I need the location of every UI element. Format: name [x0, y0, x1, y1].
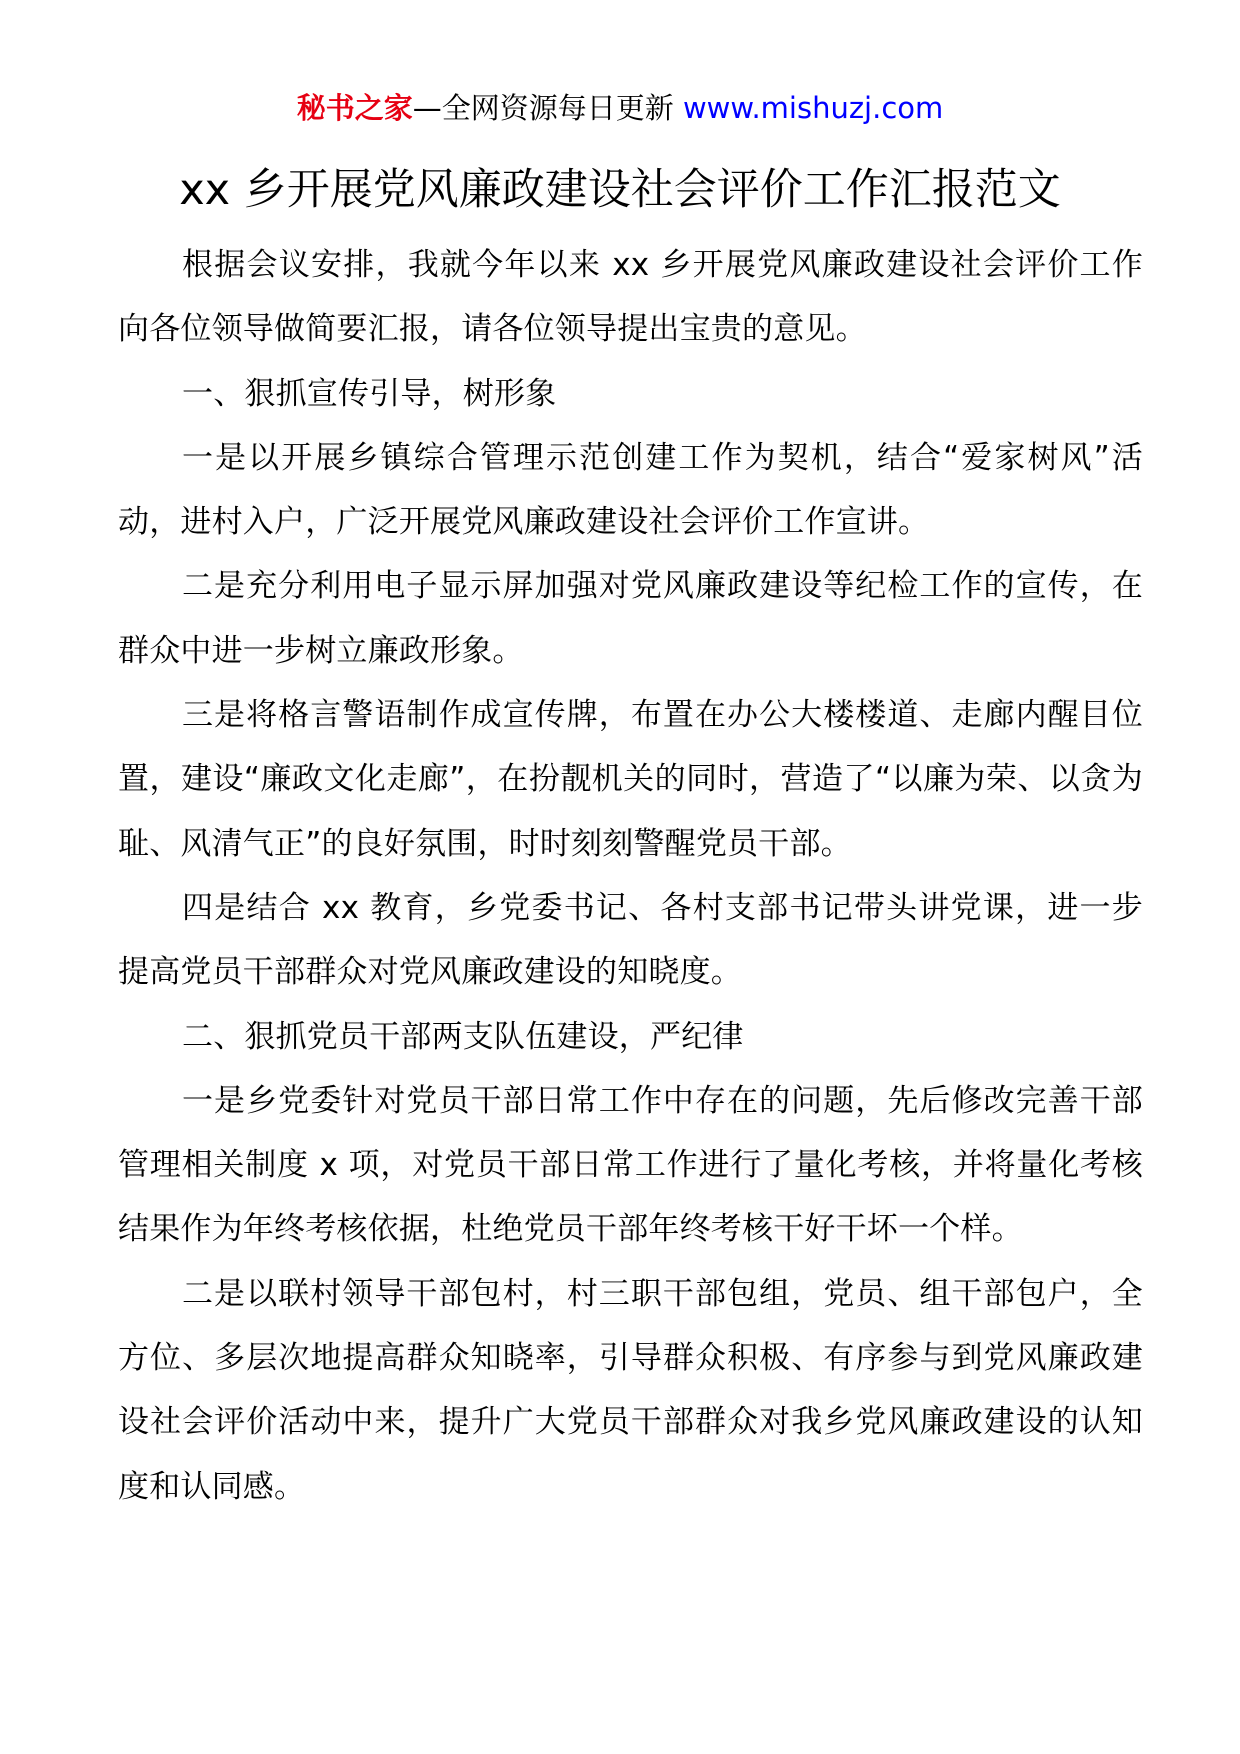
document-title: xx 乡开展党风廉政建设社会评价工作汇报范文 — [179, 165, 1061, 215]
paragraph: 四是结合 xx 教育，乡党委书记、各村支部书记带头讲党课，进一步提高党员干部群众对党风廉政建设的知晓度。 — [118, 889, 1143, 991]
section-heading-2: 二、狠抓党员干部两支队伍建设，严纪律 — [182, 1018, 744, 1055]
paragraph-intro: 根据会议安排，我就今年以来 xx 乡开展党风廉政建设社会评价工作向各位领导做简要汇报，请各位领导提出宝贵的意见。 — [118, 247, 1143, 348]
document-body — [118, 233, 1143, 1519]
site-url-link[interactable]: www.mishuzj.com — [682, 91, 944, 125]
site-brand: 秘书之家 — [296, 91, 413, 125]
site-header — [0, 88, 1240, 128]
paragraph: 一是乡党委针对党员干部日常工作中存在的问题，先后修改完善干部管理相关制度 x 项，对党员干部日常工作进行了量化考核，并将量化考核结果作为年终考核依据，杜绝党员干部年终考核干好干坏一个样。 — [118, 1082, 1143, 1248]
paragraph: 三是将格言警语制作成宣传牌，布置在办公大楼楼道、走廊内醒目位置，建设“廉政文化走廊”，在扮靓机关的同时，营造了“以廉为荣、以贪为耻、风清气正”的良好氛围，时时刻刻警醒党员干部。 — [118, 697, 1143, 862]
site-slogan: —全网资源每日更新 — [412, 91, 674, 125]
paragraph: 二是充分利用电子显示屏加强对党风廉政建设等纪检工作的宣传，在群众中进一步树立廉政形象。 — [118, 568, 1143, 669]
paragraph: 一是以开展乡镇综合管理示范创建工作为契机，结合“爱家树风”活动，进村入户，广泛开展党风廉政建设社会评价工作宣讲。 — [118, 439, 1143, 541]
section-heading-1: 一、狠抓宣传引导，树形象 — [182, 375, 557, 412]
paragraph: 二是以联村领导干部包村，村三职干部包组，党员、组干部包户，全方位、多层次地提高群众知晓率，引导群众积极、有序参与到党风廉政建设社会评价活动中来，提升广大党员干部群众对我乡党风廉政建设的认知度和认同感。 — [118, 1275, 1143, 1505]
